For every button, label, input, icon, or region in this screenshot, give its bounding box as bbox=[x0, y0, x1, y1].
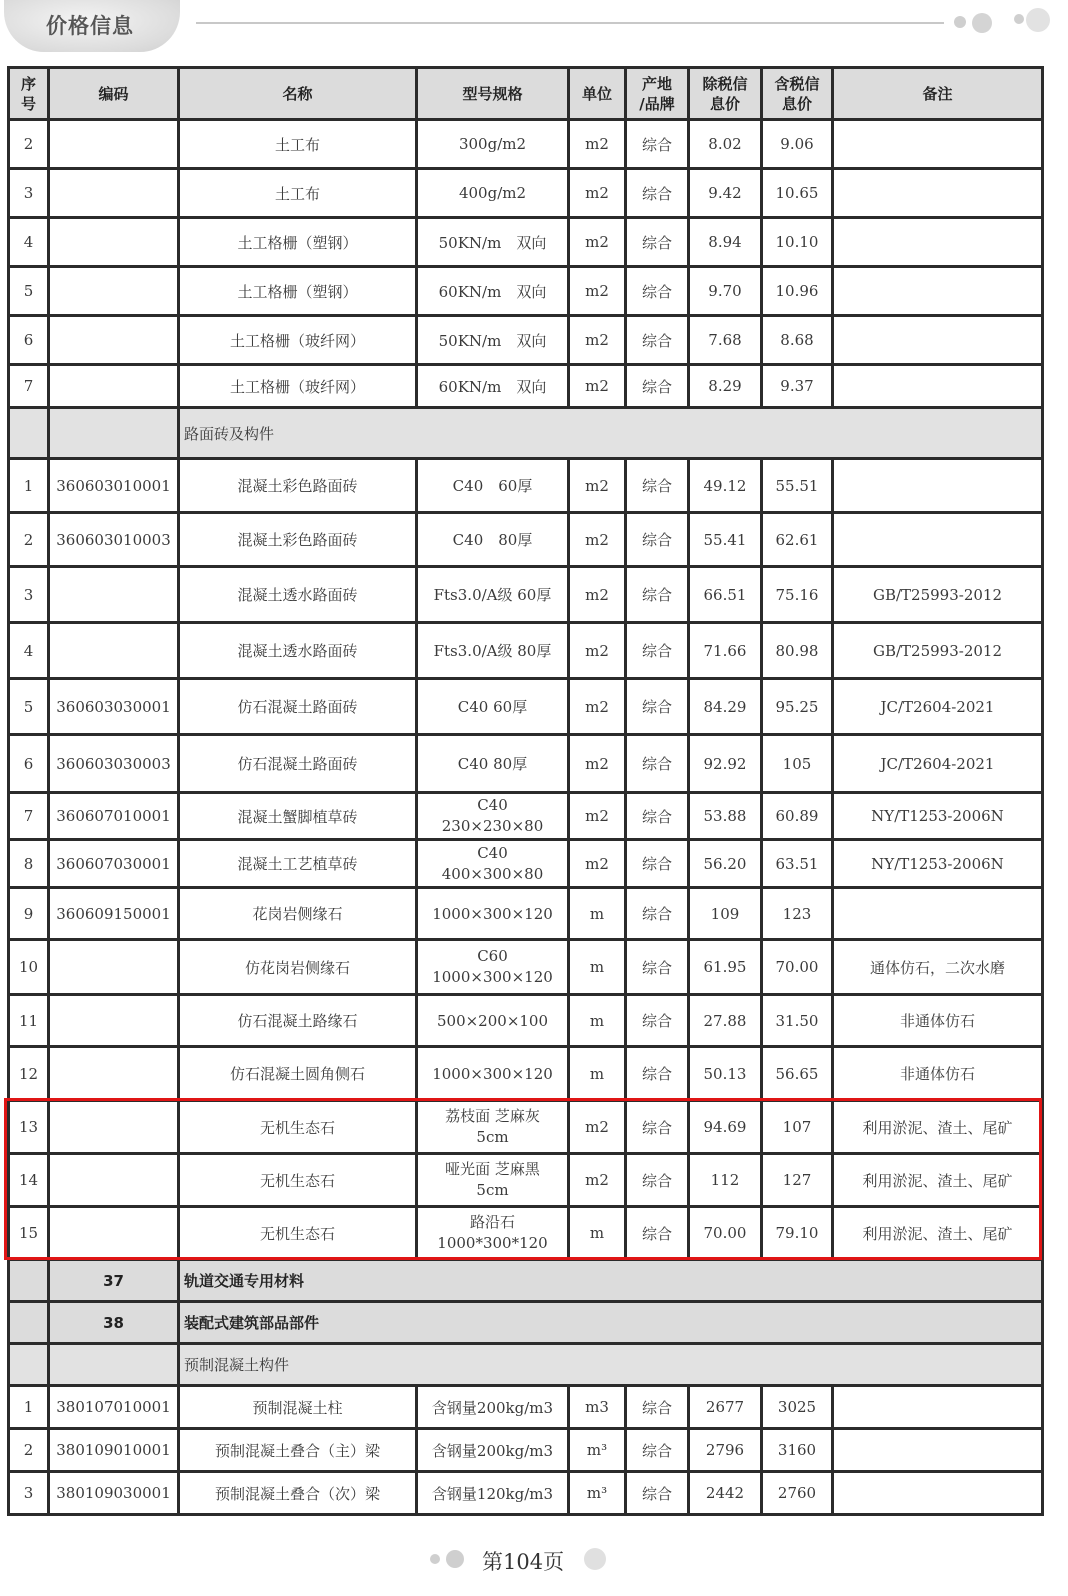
cell-code: 360603030001 bbox=[49, 679, 179, 735]
cell-pretax: 61.95 bbox=[689, 940, 762, 995]
cell-unit: m2 bbox=[569, 169, 626, 218]
cell-seq: 4 bbox=[9, 623, 49, 679]
cell-code bbox=[49, 623, 179, 679]
cell-name: 预制混凝土柱 bbox=[179, 1386, 417, 1429]
cell-spec: 500×200×100 bbox=[417, 995, 569, 1047]
cell-code bbox=[49, 365, 179, 408]
cell-taxed: 2760 bbox=[762, 1472, 833, 1515]
cell-code bbox=[49, 218, 179, 267]
cell-name: 混凝土工艺植草砖 bbox=[179, 840, 417, 888]
cell-origin: 综合 bbox=[626, 1386, 689, 1429]
cell-seq: 5 bbox=[9, 679, 49, 735]
page-header bbox=[0, 0, 1068, 60]
table-row bbox=[9, 513, 1043, 567]
cell-origin: 综合 bbox=[626, 940, 689, 995]
cell-remark: GB/T25993-2012 bbox=[833, 567, 1043, 623]
cell-unit: m bbox=[569, 1207, 626, 1260]
cell-pretax: 49.12 bbox=[689, 459, 762, 513]
cell-taxed: 10.10 bbox=[762, 218, 833, 267]
cell-seq: 4 bbox=[9, 218, 49, 267]
table-row bbox=[9, 735, 1043, 793]
cell-unit: m bbox=[569, 888, 626, 940]
cell-origin: 综合 bbox=[626, 120, 689, 169]
table-row bbox=[9, 793, 1043, 840]
cell-pretax: 53.88 bbox=[689, 793, 762, 840]
cell-pretax: 70.00 bbox=[689, 1207, 762, 1260]
decor-dot-icon bbox=[430, 1554, 440, 1564]
cell-name: 土工格栅（玻纤网） bbox=[179, 365, 417, 408]
cell-unit: m2 bbox=[569, 365, 626, 408]
table-row bbox=[9, 1386, 1043, 1429]
cell-remark: 利用淤泥、渣土、尾矿 bbox=[833, 1207, 1043, 1260]
cell-origin: 综合 bbox=[626, 218, 689, 267]
decor-dot-icon bbox=[1014, 14, 1024, 24]
cell-pretax: 92.92 bbox=[689, 735, 762, 793]
cell-remark bbox=[833, 316, 1043, 365]
cell-remark bbox=[833, 1386, 1043, 1429]
cell-taxed: 60.89 bbox=[762, 793, 833, 840]
cell-unit: m³ bbox=[569, 1429, 626, 1472]
table-row bbox=[9, 1429, 1043, 1472]
cell-unit: m2 bbox=[569, 735, 626, 793]
page-number: 第104页 bbox=[482, 1550, 565, 1574]
cell-remark: 利用淤泥、渣土、尾矿 bbox=[833, 1154, 1043, 1207]
table-row bbox=[9, 567, 1043, 623]
cell-seq: 2 bbox=[9, 1429, 49, 1472]
cell-taxed: 55.51 bbox=[762, 459, 833, 513]
table-row bbox=[9, 1101, 1043, 1154]
cell-taxed: 79.10 bbox=[762, 1207, 833, 1260]
table-row bbox=[9, 623, 1043, 679]
cell-origin: 综合 bbox=[626, 1207, 689, 1260]
category-number: 37 bbox=[49, 1260, 179, 1302]
cell-seq: 6 bbox=[9, 735, 49, 793]
cell-seq: 5 bbox=[9, 267, 49, 316]
cell-remark: 利用淤泥、渣土、尾矿 bbox=[833, 1101, 1043, 1154]
cell-spec: C40 80厚 bbox=[417, 735, 569, 793]
cell-seq: 3 bbox=[9, 1472, 49, 1515]
cell-unit: m2 bbox=[569, 459, 626, 513]
cell-origin: 综合 bbox=[626, 169, 689, 218]
col-header-code: 编码 bbox=[49, 68, 179, 120]
col-header-name: 名称 bbox=[179, 68, 417, 120]
section-row bbox=[9, 1344, 1043, 1386]
table-row bbox=[9, 840, 1043, 888]
cell-code: 360603030003 bbox=[49, 735, 179, 793]
table-row bbox=[9, 1154, 1043, 1207]
cell-taxed: 10.65 bbox=[762, 169, 833, 218]
table-row bbox=[9, 679, 1043, 735]
cell-name: 花岗岩侧缘石 bbox=[179, 888, 417, 940]
cell-seq: 13 bbox=[9, 1101, 49, 1154]
cell-name: 无机生态石 bbox=[179, 1101, 417, 1154]
cell-seq bbox=[9, 1302, 49, 1344]
cell-code: 380109010001 bbox=[49, 1429, 179, 1472]
cell-name: 预制混凝土叠合（次）梁 bbox=[179, 1472, 417, 1515]
cell-spec: C40 60厚 bbox=[417, 459, 569, 513]
cell-pretax: 8.29 bbox=[689, 365, 762, 408]
cell-spec: Fts3.0/A级 80厚 bbox=[417, 623, 569, 679]
cell-remark bbox=[833, 1429, 1043, 1472]
cell-taxed: 9.06 bbox=[762, 120, 833, 169]
cell-code: 360607030001 bbox=[49, 840, 179, 888]
cell-pretax: 94.69 bbox=[689, 1101, 762, 1154]
table-row bbox=[9, 1472, 1043, 1515]
cell-seq bbox=[9, 1260, 49, 1302]
cell-origin: 综合 bbox=[626, 623, 689, 679]
cell-seq: 1 bbox=[9, 459, 49, 513]
table-row bbox=[9, 1207, 1043, 1260]
cell-remark: GB/T25993-2012 bbox=[833, 623, 1043, 679]
cell-code: 360609150001 bbox=[49, 888, 179, 940]
cell-unit: m2 bbox=[569, 218, 626, 267]
cell-spec: C60 1000×300×120 bbox=[417, 940, 569, 995]
cell-taxed: 56.65 bbox=[762, 1047, 833, 1101]
table-row bbox=[9, 218, 1043, 267]
cell-taxed: 95.25 bbox=[762, 679, 833, 735]
cell-pretax: 55.41 bbox=[689, 513, 762, 567]
decor-dot-icon bbox=[954, 16, 966, 28]
cell-name: 混凝土彩色路面砖 bbox=[179, 459, 417, 513]
cell-name: 土工格栅（塑钢） bbox=[179, 218, 417, 267]
cell-seq: 3 bbox=[9, 567, 49, 623]
cell-remark bbox=[833, 120, 1043, 169]
cell-unit: m2 bbox=[569, 567, 626, 623]
cell-name: 土工布 bbox=[179, 169, 417, 218]
col-header-taxed: 含税信 息价 bbox=[762, 68, 833, 120]
cell-taxed: 3160 bbox=[762, 1429, 833, 1472]
cell-seq bbox=[9, 408, 49, 459]
cell-origin: 综合 bbox=[626, 995, 689, 1047]
cell-taxed: 62.61 bbox=[762, 513, 833, 567]
table-row bbox=[9, 365, 1043, 408]
cell-taxed: 127 bbox=[762, 1154, 833, 1207]
cell-pretax: 7.68 bbox=[689, 316, 762, 365]
cell-name: 仿石混凝土圆角侧石 bbox=[179, 1047, 417, 1101]
cell-unit: m2 bbox=[569, 840, 626, 888]
section-row bbox=[9, 408, 1043, 459]
cell-taxed: 3025 bbox=[762, 1386, 833, 1429]
cell-origin: 综合 bbox=[626, 840, 689, 888]
cell-unit: m bbox=[569, 995, 626, 1047]
cell-origin: 综合 bbox=[626, 1429, 689, 1472]
cell-spec: 哑光面 芝麻黑 5cm bbox=[417, 1154, 569, 1207]
page-title: 价格信息 bbox=[46, 14, 134, 38]
cell-spec: Fts3.0/A级 60厚 bbox=[417, 567, 569, 623]
cell-pretax: 2442 bbox=[689, 1472, 762, 1515]
col-header-unit: 单位 bbox=[569, 68, 626, 120]
table-row bbox=[9, 888, 1043, 940]
cell-unit: m2 bbox=[569, 120, 626, 169]
cell-origin: 综合 bbox=[626, 1472, 689, 1515]
cell-pretax: 66.51 bbox=[689, 567, 762, 623]
cell-seq: 12 bbox=[9, 1047, 49, 1101]
cell-spec: 含钢量200kg/m3 bbox=[417, 1386, 569, 1429]
cell-pretax: 56.20 bbox=[689, 840, 762, 888]
cell-remark bbox=[833, 365, 1043, 408]
cell-remark: JC/T2604-2021 bbox=[833, 679, 1043, 735]
cell-spec: C40 60厚 bbox=[417, 679, 569, 735]
cell-taxed: 63.51 bbox=[762, 840, 833, 888]
category-row bbox=[9, 1302, 1043, 1344]
table-row bbox=[9, 995, 1043, 1047]
decor-dot-icon bbox=[972, 13, 992, 33]
cell-seq: 2 bbox=[9, 513, 49, 567]
col-header-spec: 型号规格 bbox=[417, 68, 569, 120]
cell-pretax: 112 bbox=[689, 1154, 762, 1207]
cell-name: 混凝土彩色路面砖 bbox=[179, 513, 417, 567]
cell-taxed: 123 bbox=[762, 888, 833, 940]
cell-seq: 2 bbox=[9, 120, 49, 169]
cell-code bbox=[49, 995, 179, 1047]
cell-spec: 60KN/m 双向 bbox=[417, 267, 569, 316]
table-row bbox=[9, 267, 1043, 316]
col-header-remark: 备注 bbox=[833, 68, 1043, 120]
cell-pretax: 2796 bbox=[689, 1429, 762, 1472]
cell-spec: 含钢量200kg/m3 bbox=[417, 1429, 569, 1472]
cell-name: 仿石混凝土路缘石 bbox=[179, 995, 417, 1047]
cell-pretax: 9.42 bbox=[689, 169, 762, 218]
cell-remark: 非通体仿石 bbox=[833, 995, 1043, 1047]
section-title: 预制混凝土构件 bbox=[179, 1344, 1043, 1386]
cell-code bbox=[49, 316, 179, 365]
cell-pretax: 8.02 bbox=[689, 120, 762, 169]
cell-taxed: 70.00 bbox=[762, 940, 833, 995]
col-header-origin: 产地 /品牌 bbox=[626, 68, 689, 120]
decor-dot-icon bbox=[584, 1548, 606, 1570]
cell-unit: m3 bbox=[569, 1386, 626, 1429]
cell-taxed: 10.96 bbox=[762, 267, 833, 316]
cell-code bbox=[49, 1344, 179, 1386]
cell-code bbox=[49, 120, 179, 169]
cell-origin: 综合 bbox=[626, 735, 689, 793]
cell-taxed: 9.37 bbox=[762, 365, 833, 408]
cell-remark bbox=[833, 169, 1043, 218]
category-title: 轨道交通专用材料 bbox=[179, 1260, 1043, 1302]
cell-code: 380109030001 bbox=[49, 1472, 179, 1515]
cell-remark bbox=[833, 267, 1043, 316]
cell-origin: 综合 bbox=[626, 267, 689, 316]
cell-seq: 7 bbox=[9, 793, 49, 840]
cell-name: 混凝土透水路面砖 bbox=[179, 623, 417, 679]
cell-spec: 50KN/m 双向 bbox=[417, 218, 569, 267]
cell-remark bbox=[833, 218, 1043, 267]
cell-seq: 11 bbox=[9, 995, 49, 1047]
cell-origin: 综合 bbox=[626, 888, 689, 940]
cell-code bbox=[49, 267, 179, 316]
cell-spec: 含钢量120kg/m3 bbox=[417, 1472, 569, 1515]
cell-seq: 9 bbox=[9, 888, 49, 940]
cell-spec: 路沿石 1000*300*120 bbox=[417, 1207, 569, 1260]
cell-origin: 综合 bbox=[626, 1154, 689, 1207]
cell-seq: 6 bbox=[9, 316, 49, 365]
cell-code: 360607010001 bbox=[49, 793, 179, 840]
table-row bbox=[9, 169, 1043, 218]
cell-unit: m bbox=[569, 1047, 626, 1101]
col-header-seq: 序 号 bbox=[9, 68, 49, 120]
cell-pretax: 2677 bbox=[689, 1386, 762, 1429]
cell-seq: 8 bbox=[9, 840, 49, 888]
cell-taxed: 75.16 bbox=[762, 567, 833, 623]
cell-name: 无机生态石 bbox=[179, 1207, 417, 1260]
cell-origin: 综合 bbox=[626, 1101, 689, 1154]
cell-name: 仿花岗岩侧缘石 bbox=[179, 940, 417, 995]
cell-spec: 荔枝面 芝麻灰 5cm bbox=[417, 1101, 569, 1154]
cell-code: 360603010001 bbox=[49, 459, 179, 513]
cell-seq: 15 bbox=[9, 1207, 49, 1260]
cell-code: 360603010003 bbox=[49, 513, 179, 567]
cell-unit: m2 bbox=[569, 316, 626, 365]
cell-unit: m2 bbox=[569, 1154, 626, 1207]
cell-pretax: 9.70 bbox=[689, 267, 762, 316]
cell-seq: 7 bbox=[9, 365, 49, 408]
cell-origin: 综合 bbox=[626, 513, 689, 567]
cell-remark bbox=[833, 1472, 1043, 1515]
cell-origin: 综合 bbox=[626, 679, 689, 735]
cell-code bbox=[49, 1101, 179, 1154]
cell-taxed: 8.68 bbox=[762, 316, 833, 365]
table-row bbox=[9, 1047, 1043, 1101]
cell-remark bbox=[833, 459, 1043, 513]
cell-spec: 60KN/m 双向 bbox=[417, 365, 569, 408]
table-header-row bbox=[9, 68, 1043, 120]
header-rule bbox=[196, 22, 944, 24]
cell-spec: C40 80厚 bbox=[417, 513, 569, 567]
cell-pretax: 27.88 bbox=[689, 995, 762, 1047]
cell-unit: m2 bbox=[569, 267, 626, 316]
cell-seq: 10 bbox=[9, 940, 49, 995]
cell-spec: 400g/m2 bbox=[417, 169, 569, 218]
cell-unit: m2 bbox=[569, 513, 626, 567]
cell-name: 无机生态石 bbox=[179, 1154, 417, 1207]
cell-seq: 1 bbox=[9, 1386, 49, 1429]
cell-origin: 综合 bbox=[626, 567, 689, 623]
cell-code bbox=[49, 940, 179, 995]
cell-origin: 综合 bbox=[626, 793, 689, 840]
cell-code bbox=[49, 408, 179, 459]
category-title: 装配式建筑部品部件 bbox=[179, 1302, 1043, 1344]
cell-pretax: 8.94 bbox=[689, 218, 762, 267]
cell-origin: 综合 bbox=[626, 459, 689, 513]
cell-spec: 50KN/m 双向 bbox=[417, 316, 569, 365]
cell-name: 混凝土蟹脚植草砖 bbox=[179, 793, 417, 840]
table-row bbox=[9, 120, 1043, 169]
category-number: 38 bbox=[49, 1302, 179, 1344]
cell-spec: 1000×300×120 bbox=[417, 1047, 569, 1101]
cell-unit: m³ bbox=[569, 1472, 626, 1515]
cell-remark: 非通体仿石 bbox=[833, 1047, 1043, 1101]
cell-unit: m2 bbox=[569, 793, 626, 840]
cell-unit: m2 bbox=[569, 1101, 626, 1154]
cell-pretax: 50.13 bbox=[689, 1047, 762, 1101]
cell-seq bbox=[9, 1344, 49, 1386]
cell-name: 土工布 bbox=[179, 120, 417, 169]
table-row bbox=[9, 940, 1043, 995]
cell-name: 混凝土透水路面砖 bbox=[179, 567, 417, 623]
cell-taxed: 80.98 bbox=[762, 623, 833, 679]
cell-name: 仿石混凝土路面砖 bbox=[179, 679, 417, 735]
cell-unit: m2 bbox=[569, 679, 626, 735]
cell-spec: C40 400×300×80 bbox=[417, 840, 569, 888]
cell-code bbox=[49, 1154, 179, 1207]
cell-unit: m2 bbox=[569, 623, 626, 679]
cell-code bbox=[49, 567, 179, 623]
cell-pretax: 84.29 bbox=[689, 679, 762, 735]
cell-name: 预制混凝土叠合（主）梁 bbox=[179, 1429, 417, 1472]
cell-remark: NY/T1253-2006N bbox=[833, 840, 1043, 888]
section-title: 路面砖及构件 bbox=[179, 408, 1043, 459]
cell-origin: 综合 bbox=[626, 1047, 689, 1101]
cell-name: 土工格栅（玻纤网） bbox=[179, 316, 417, 365]
category-row bbox=[9, 1260, 1043, 1302]
cell-seq: 14 bbox=[9, 1154, 49, 1207]
cell-code: 380107010001 bbox=[49, 1386, 179, 1429]
cell-unit: m bbox=[569, 940, 626, 995]
cell-remark: 通体仿石，二次水磨 bbox=[833, 940, 1043, 995]
cell-remark bbox=[833, 888, 1043, 940]
cell-origin: 综合 bbox=[626, 365, 689, 408]
cell-remark: NY/T1253-2006N bbox=[833, 793, 1043, 840]
cell-code bbox=[49, 1207, 179, 1260]
decor-dot-icon bbox=[446, 1550, 464, 1568]
cell-code bbox=[49, 169, 179, 218]
cell-spec: C40 230×230×80 bbox=[417, 793, 569, 840]
cell-remark: JC/T2604-2021 bbox=[833, 735, 1043, 793]
cell-taxed: 107 bbox=[762, 1101, 833, 1154]
price-table bbox=[7, 66, 1044, 1516]
page-footer bbox=[0, 1540, 1068, 1580]
cell-pretax: 109 bbox=[689, 888, 762, 940]
cell-seq: 3 bbox=[9, 169, 49, 218]
cell-spec: 300g/m2 bbox=[417, 120, 569, 169]
cell-code bbox=[49, 1047, 179, 1101]
cell-remark bbox=[833, 513, 1043, 567]
cell-origin: 综合 bbox=[626, 316, 689, 365]
cell-name: 土工格栅（塑钢） bbox=[179, 267, 417, 316]
cell-name: 仿石混凝土路面砖 bbox=[179, 735, 417, 793]
col-header-pretax: 除税信 息价 bbox=[689, 68, 762, 120]
table-row bbox=[9, 459, 1043, 513]
cell-spec: 1000×300×120 bbox=[417, 888, 569, 940]
decor-dot-icon bbox=[1026, 8, 1050, 32]
table-row bbox=[9, 316, 1043, 365]
cell-pretax: 71.66 bbox=[689, 623, 762, 679]
cell-taxed: 31.50 bbox=[762, 995, 833, 1047]
cell-taxed: 105 bbox=[762, 735, 833, 793]
